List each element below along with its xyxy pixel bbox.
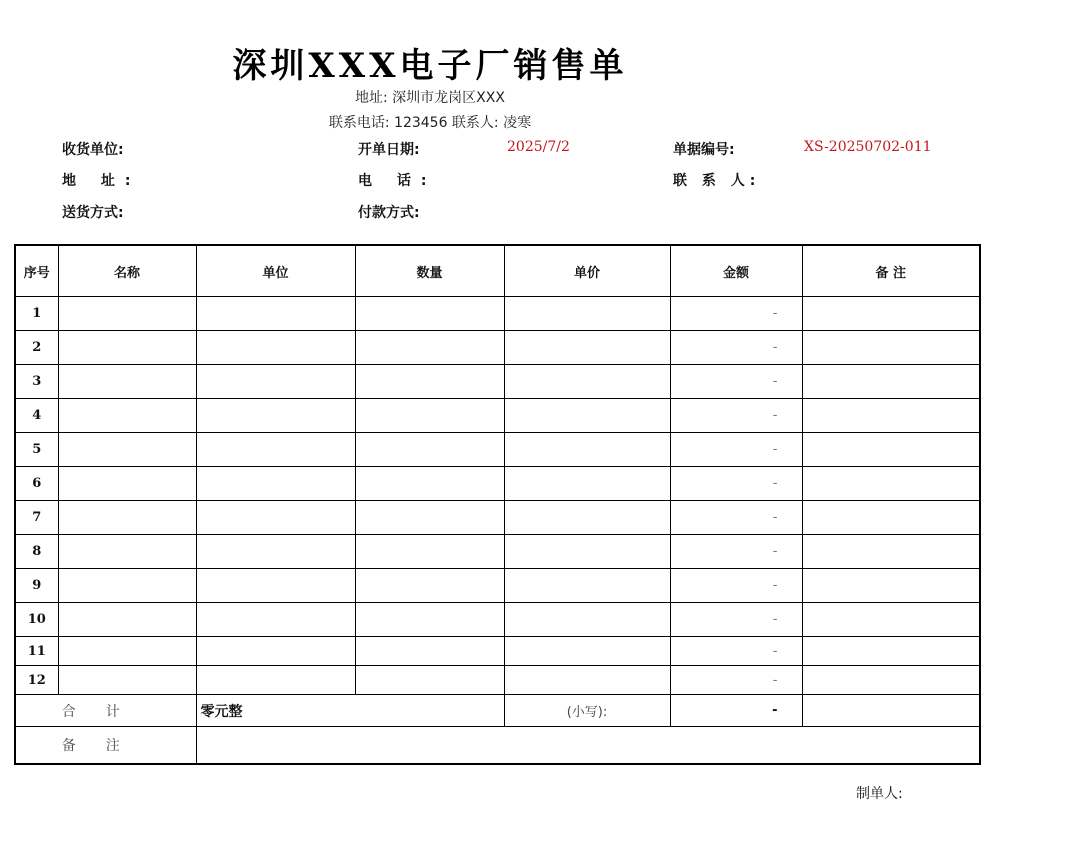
name-cell[interactable]: [58, 569, 196, 603]
prepared-by-label: 制单人:: [856, 786, 903, 802]
remark-cell[interactable]: [802, 569, 980, 603]
total-amount-numeric: -: [670, 695, 802, 727]
row-number: 3: [15, 365, 58, 399]
total-label-cell: [15, 695, 196, 727]
note-label: 备注: [61, 738, 150, 754]
price-cell[interactable]: [504, 666, 670, 695]
table-row: [15, 331, 980, 365]
remark-cell[interactable]: [802, 501, 980, 535]
table-row: [15, 637, 980, 666]
row-number: 4: [15, 399, 58, 433]
quantity-cell[interactable]: [355, 666, 504, 695]
table-row: [15, 297, 980, 331]
amount-cell[interactable]: -: [670, 331, 802, 365]
amount-cell[interactable]: -: [670, 535, 802, 569]
quantity-cell[interactable]: [355, 637, 504, 666]
unit-cell[interactable]: [196, 331, 355, 365]
quantity-cell[interactable]: [355, 603, 504, 637]
remark-cell[interactable]: [802, 433, 980, 467]
row-number: 10: [15, 603, 58, 637]
header-no: 序号: [15, 245, 58, 297]
amount-cell[interactable]: -: [670, 501, 802, 535]
remark-cell[interactable]: [802, 535, 980, 569]
unit-cell[interactable]: [196, 501, 355, 535]
name-cell[interactable]: [58, 365, 196, 399]
quantity-cell[interactable]: [355, 467, 504, 501]
remark-cell[interactable]: [802, 331, 980, 365]
total-label: 合计: [61, 703, 150, 720]
delivery-method-label: 送货方式:: [62, 205, 124, 221]
unit-cell[interactable]: [196, 433, 355, 467]
price-cell[interactable]: [504, 365, 670, 399]
quantity-cell[interactable]: [355, 399, 504, 433]
table-header-row: [15, 245, 980, 297]
header-unit: 单位: [196, 245, 355, 297]
table-row: [15, 666, 980, 695]
remark-cell[interactable]: [802, 603, 980, 637]
row-number: 7: [15, 501, 58, 535]
row-number: 6: [15, 467, 58, 501]
payment-method-label: 付款方式:: [358, 205, 420, 221]
table-row: [15, 501, 980, 535]
remark-cell[interactable]: [802, 637, 980, 666]
sales-table: [14, 244, 981, 765]
quantity-cell[interactable]: [355, 569, 504, 603]
total-remark-cell: [802, 695, 980, 727]
quantity-cell[interactable]: [355, 297, 504, 331]
quantity-cell[interactable]: [355, 433, 504, 467]
row-number: 11: [15, 637, 58, 666]
price-cell[interactable]: [504, 501, 670, 535]
name-cell[interactable]: [58, 535, 196, 569]
name-cell[interactable]: [58, 501, 196, 535]
amount-cell[interactable]: -: [670, 569, 802, 603]
remark-cell[interactable]: [802, 365, 980, 399]
note-row: [15, 727, 980, 765]
issue-date-label: 开单日期:: [358, 142, 420, 158]
price-cell[interactable]: [504, 569, 670, 603]
name-cell[interactable]: [58, 637, 196, 666]
unit-cell[interactable]: [196, 637, 355, 666]
amount-cell[interactable]: -: [670, 467, 802, 501]
document-number-value: XS-20250702-011: [804, 139, 932, 155]
header-unit-price: 单价: [504, 245, 670, 297]
total-amount-chinese: 零元整: [196, 695, 504, 727]
header-amount: 金额: [670, 245, 802, 297]
document-number-label: 单据编号:: [673, 142, 735, 158]
remark-cell[interactable]: [802, 666, 980, 695]
row-number: 9: [15, 569, 58, 603]
unit-cell[interactable]: [196, 603, 355, 637]
quantity-cell[interactable]: [355, 501, 504, 535]
document-title: 深圳XXX电子厂销售单: [232, 46, 628, 86]
unit-cell[interactable]: [196, 535, 355, 569]
amount-cell[interactable]: -: [670, 399, 802, 433]
company-address: 地址: 深圳市龙岗区XXX: [355, 90, 505, 106]
price-cell[interactable]: [504, 297, 670, 331]
header-quantity: 数量: [355, 245, 504, 297]
amount-cell[interactable]: -: [670, 433, 802, 467]
name-cell[interactable]: [58, 297, 196, 331]
price-cell[interactable]: [504, 535, 670, 569]
quantity-cell[interactable]: [355, 535, 504, 569]
name-cell[interactable]: [58, 603, 196, 637]
receiver-label: 收货单位:: [62, 142, 124, 158]
quantity-cell[interactable]: [355, 331, 504, 365]
quantity-cell[interactable]: [355, 365, 504, 399]
table-row: [15, 467, 980, 501]
address-label: 地 址:: [62, 173, 141, 189]
header-remark: 备 注: [802, 245, 980, 297]
amount-cell[interactable]: -: [670, 637, 802, 666]
header-name: 名称: [58, 245, 196, 297]
price-cell[interactable]: [504, 637, 670, 666]
table-row: [15, 569, 980, 603]
name-cell[interactable]: [58, 331, 196, 365]
row-number: 12: [15, 666, 58, 695]
table-row: [15, 603, 980, 637]
table-row: [15, 535, 980, 569]
unit-cell[interactable]: [196, 365, 355, 399]
unit-cell[interactable]: [196, 666, 355, 695]
contact-person-label: 联 系 人:: [673, 173, 761, 189]
unit-cell[interactable]: [196, 467, 355, 501]
table-row: [15, 399, 980, 433]
price-cell[interactable]: [504, 467, 670, 501]
price-cell[interactable]: [504, 433, 670, 467]
table-row: [15, 365, 980, 399]
name-cell[interactable]: [58, 433, 196, 467]
row-number: 2: [15, 331, 58, 365]
remark-cell[interactable]: [802, 297, 980, 331]
lowercase-label: (小写):: [504, 695, 670, 727]
issue-date-value: 2025/7/2: [507, 139, 570, 155]
row-number: 5: [15, 433, 58, 467]
name-cell[interactable]: [58, 666, 196, 695]
amount-cell[interactable]: -: [670, 365, 802, 399]
amount-cell[interactable]: -: [670, 603, 802, 637]
remark-cell[interactable]: [802, 399, 980, 433]
phone-label: 电 话:: [358, 173, 437, 189]
note-label-cell: [15, 727, 196, 765]
row-number: 8: [15, 535, 58, 569]
table-row: [15, 433, 980, 467]
unit-cell[interactable]: [196, 399, 355, 433]
total-row: [15, 695, 980, 727]
company-contact: 联系电话: 123456 联系人: 凌寒: [328, 115, 532, 131]
remark-cell[interactable]: [802, 467, 980, 501]
name-cell[interactable]: [58, 467, 196, 501]
price-cell[interactable]: [504, 331, 670, 365]
row-number: 1: [15, 297, 58, 331]
price-cell[interactable]: [504, 603, 670, 637]
unit-cell[interactable]: [196, 297, 355, 331]
amount-cell[interactable]: -: [670, 297, 802, 331]
price-cell[interactable]: [504, 399, 670, 433]
unit-cell[interactable]: [196, 569, 355, 603]
note-content-cell[interactable]: [196, 727, 980, 765]
amount-cell[interactable]: -: [670, 666, 802, 695]
name-cell[interactable]: [58, 399, 196, 433]
